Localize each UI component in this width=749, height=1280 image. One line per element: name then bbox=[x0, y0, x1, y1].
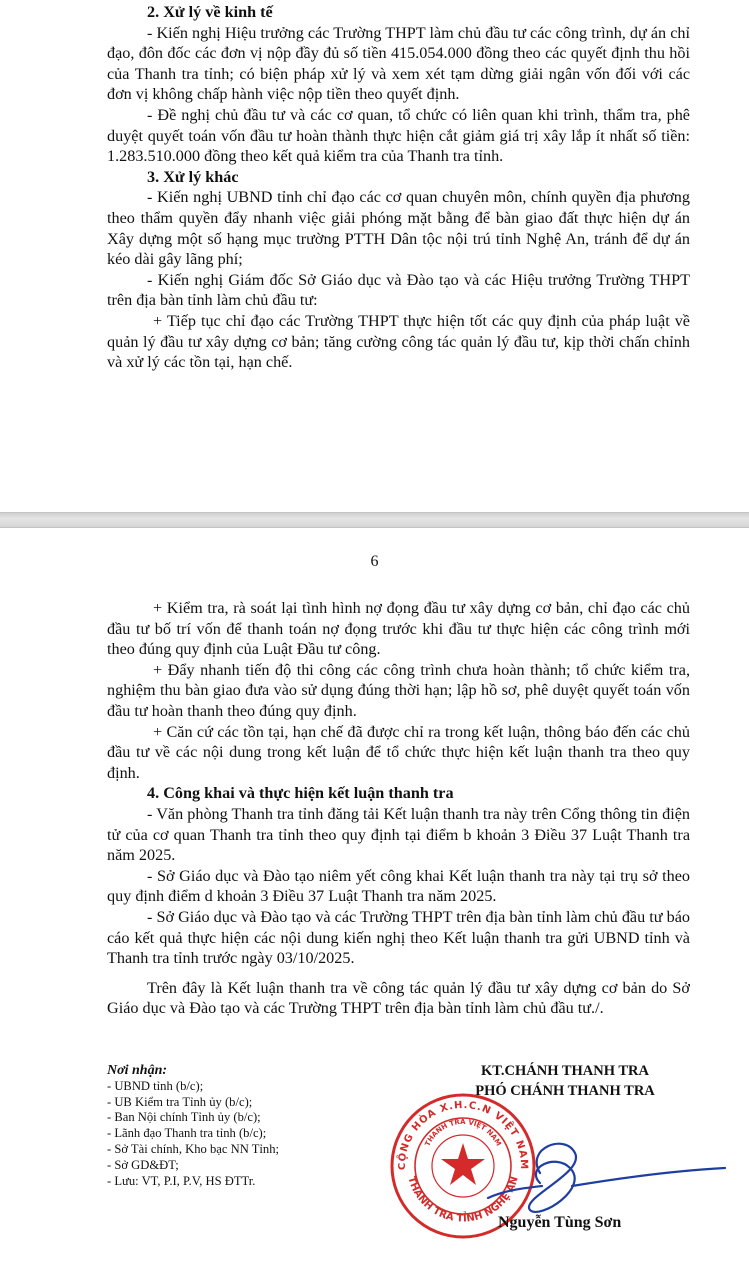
paragraph-notify-investors: + Căn cứ các tồn tại, hạn chế đã được chỉ ra trong kết luận, thông báo đến các chủ đầu tư về các nội dung trong kết luận để tổ chức thực hiện kết luận thanh tra theo quy định. bbox=[107, 722, 690, 782]
seal-inner-text: THANH TRA VIỆT NAM bbox=[423, 1117, 503, 1148]
section-4-paragraph-3: - Sở Giáo dục và Đào tạo và các Trường THPT trên địa bàn tỉnh làm chủ đầu tư báo cáo kết quả thực hiện các nội dung kiến nghị theo Kết luận thanh tra gửi UBND tỉnh và Thanh tra tỉnh trước ngày 03/10/2025. bbox=[107, 907, 690, 968]
seal-star-icon bbox=[441, 1143, 485, 1185]
section-2-paragraph-1: - Kiến nghị Hiệu trưởng các Trường THPT làm chủ đầu tư các công trình, dự án chỉ đạo, đôn đốc các đơn vị nộp đầy đủ số tiền 415.054.000 đồng theo các quyết định thu hồi của Thanh tra tỉnh; có biện pháp xử lý và xem xét tạm dừng giải ngân vốn đối với các đơn vị không chấp hành việc nộp tiền theo quyết định. bbox=[107, 23, 690, 104]
recipients-items bbox=[107, 1079, 407, 1190]
section-2-paragraph-2: - Đề nghị chủ đầu tư và các cơ quan, tổ chức có liên quan khi trình, thẩm tra, phê duyệt quyết toán vốn đầu tư hoàn thành thực hiện cắt giảm giá trị xây lắp ít nhất số tiền: 1.283.510.000 đồng theo kết quả kiểm tra của Thanh tra tỉnh. bbox=[107, 105, 690, 166]
closing-paragraph: Trên đây là Kết luận thanh tra về công tác quản lý đầu tư xây dựng cơ bản do Sở Giáo dục và Đào tạo và các Trường THPT trên địa bàn tỉnh làm chủ đầu tư./. bbox=[107, 978, 690, 1018]
section-3-paragraph-2: - Kiến nghị Giám đốc Sở Giáo dục và Đào tạo và các Hiệu trưởng Trường THPT trên địa bàn tỉnh làm chủ đầu tư: bbox=[107, 270, 690, 310]
recipient-item: - Lãnh đạo Thanh tra tỉnh (b/c); bbox=[107, 1126, 267, 1141]
signature-title-2: PHÓ CHÁNH THANH TRA bbox=[475, 1083, 655, 1099]
recipient-item: - UB Kiểm tra Tỉnh ủy (b/c); bbox=[107, 1094, 253, 1109]
recipient-item: - UBND tỉnh (b/c); bbox=[107, 1078, 204, 1093]
signer-name: Nguyễn Tùng Sơn bbox=[498, 1214, 622, 1231]
section-3-paragraph-1: - Kiến nghị UBND tỉnh chỉ đạo các cơ quan chuyên môn, chính quyền địa phương theo thẩm quyền đẩy nhanh việc giải phóng mặt bằng để bàn giao đất thực hiện dự án Xây dựng một số hạng mục trường PTTH Dân tộc nội trú tỉnh Nghệ An, tránh để dự án kéo dài gây lãng phí; bbox=[107, 188, 690, 269]
recipient-item: - Sở GD&ĐT; bbox=[107, 1157, 179, 1172]
handwritten-signature-icon bbox=[480, 1128, 730, 1218]
recipient-item: - Ban Nội chính Tỉnh ủy (b/c); bbox=[107, 1110, 261, 1125]
document-page-6 bbox=[0, 528, 749, 1280]
page-top-text bbox=[107, 2, 690, 373]
recipient-item: - Lưu: VT, P.I, P.V, HS ĐTTr. bbox=[107, 1173, 256, 1188]
seal-bottom-text: THANH TRA TỈNH NGHỆ AN bbox=[405, 1175, 521, 1225]
document-page-top bbox=[0, 0, 749, 512]
section-2-heading: 2. Xử lý về kinh tế bbox=[147, 3, 273, 21]
signature-title-1: KT.CHÁNH THANH TRA bbox=[481, 1063, 649, 1079]
paragraph-review-debt: + Kiểm tra, rà soát lại tình hình nợ đọng đầu tư xây dựng cơ bản, chỉ đạo các chủ đầu tư bố trí vốn để thanh toán nợ đọng trước khi đầu tư thực hiện các công trình mới theo đúng quy định của Luật Đầu tư công. bbox=[107, 599, 690, 659]
section-4-paragraph-2: - Sở Giáo dục và Đào tạo niêm yết công khai Kết luận thanh tra này tại trụ sở theo quy định điểm d khoản 3 Điều 37 Luật Thanh tra năm 2025. bbox=[107, 866, 690, 906]
seal-top-text: CỘNG HÒA X.H.C.N VIỆT NAM bbox=[396, 1099, 530, 1171]
page-number: 6 bbox=[370, 553, 379, 570]
section-3-heading: 3. Xử lý khác bbox=[147, 167, 239, 186]
paragraph-speed-up-construction: + Đẩy nhanh tiến độ thi công các công trình chưa hoàn thành; tổ chức kiểm tra, nghiệm thu bàn giao đưa vào sử dụng đúng thời hạn; lập hồ sơ, phê duyệt quyết toán vốn đầu tư hoàn thanh theo đúng quy định. bbox=[107, 660, 690, 720]
section-4-paragraph-1: - Văn phòng Thanh tra tỉnh đăng tải Kết luận thanh tra này trên Cổng thông tin điện tử của cơ quan Thanh tra tỉnh theo quy định tại điểm b khoản 3 Điều 37 Luật Thanh tra năm 2025. bbox=[107, 804, 690, 865]
section-4-heading: 4. Công khai và thực hiện kết luận thanh tra bbox=[147, 784, 454, 803]
page-separator bbox=[0, 512, 749, 528]
recipients-title: Nơi nhận: bbox=[107, 1063, 168, 1078]
recipient-item: - Sở Tài chính, Kho bạc NN Tỉnh; bbox=[107, 1141, 279, 1156]
section-3-paragraph-3: + Tiếp tục chỉ đạo các Trường THPT thực hiện tốt các quy định của pháp luật về quản lý đầu tư xây dựng cơ bản; tăng cường công tác quản lý đầu tư, kịp thời chấn chỉnh và xử lý các tồn tại, hạn chế. bbox=[107, 311, 690, 372]
page-6-text bbox=[107, 598, 690, 1019]
recipients-list bbox=[107, 1063, 407, 1189]
